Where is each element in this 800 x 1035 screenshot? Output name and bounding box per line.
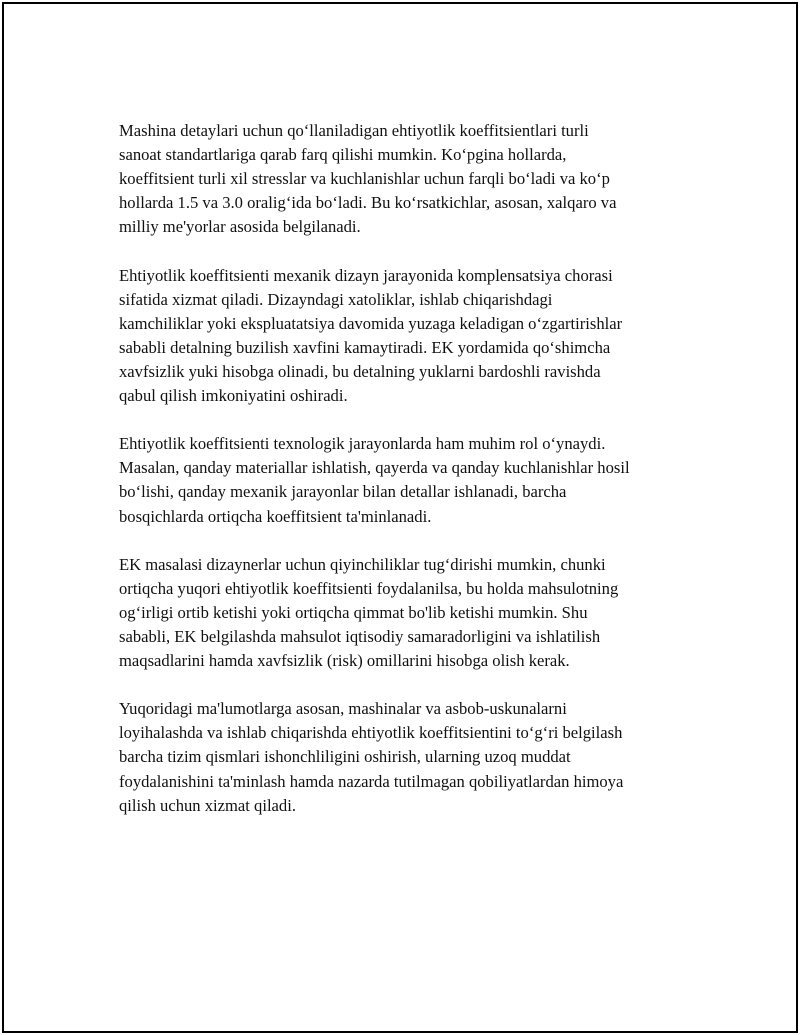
text-line: sababli detalning buzilish xavfini kamaytiradi. EK yordamida qoʻshimcha bbox=[119, 337, 611, 357]
text-line: bosqichlarda ortiqcha koeffitsient ta'minlanadi. bbox=[119, 506, 432, 526]
text-line: milliy me'yorlar asosida belgilanadi. bbox=[119, 217, 361, 237]
text-line: ortiqcha yuqori ehtiyotlik koeffitsienti foydalanilsa, bu holda mahsulotning bbox=[119, 578, 619, 598]
text-line: sanoat standartlariga qarab farq qilishi mumkin. Koʻpgina hollarda, bbox=[119, 145, 567, 165]
text-line: koeffitsient turli xil stresslar va kuchlanishlar uchun farqli boʻladi va koʻp bbox=[119, 169, 610, 189]
text-line: Ehtiyotlik koeffitsienti texnologik jarayonlarda ham muhim rol oʻynaydi. bbox=[119, 434, 606, 454]
text-line: Mashina detaylari uchun qoʻllaniladigan ehtiyotlik koeffitsientlari turli bbox=[119, 121, 589, 140]
document-body bbox=[119, 119, 699, 842]
text-line: hollarda 1.5 va 3.0 oraligʻida boʻladi. Bu koʻrsatkichlar, asosan, xalqaro va bbox=[119, 193, 617, 213]
text-line: loyihalashda va ishlab chiqarishda ehtiyotlik koeffitsientini toʻgʻri belgilash bbox=[119, 723, 623, 743]
text-line: ogʻirligi ortib ketishi yoki ortiqcha qimmat bo'lib ketishi mumkin. Shu bbox=[119, 602, 588, 622]
text-line: foydalanishini ta'minlash hamda nazarda tutilmagan qobiliyatlardan himoya bbox=[119, 771, 624, 791]
paragraph-2 bbox=[119, 264, 699, 409]
page-frame bbox=[2, 2, 798, 1033]
text-line: qabul qilish imkoniyatini oshiradi. bbox=[119, 386, 348, 406]
paragraph-4 bbox=[119, 553, 699, 673]
text-line: boʻlishi, qanday mexanik jarayonlar bilan detallar ishlanadi, barcha bbox=[119, 482, 567, 502]
text-line: Ehtiyotlik koeffitsienti mexanik dizayn jarayonida komplensatsiya chorasi bbox=[119, 265, 613, 285]
paragraph-5 bbox=[119, 697, 699, 817]
paragraph-3 bbox=[119, 432, 699, 528]
text-line: barcha tizim qismlari ishonchliligini oshirish, ularning uzoq muddat bbox=[119, 747, 571, 767]
text-line: Masalan, qanday materiallar ishlatish, qayerda va qanday kuchlanishlar hosil bbox=[119, 458, 630, 478]
text-line: maqsadlarini hamda xavfsizlik (risk) omillarini hisobga olish kerak. bbox=[119, 651, 570, 671]
text-line: Yuqoridagi ma'lumotlarga asosan, mashinalar va asbob-uskunalarni bbox=[119, 699, 567, 719]
text-line: qilish uchun xizmat qiladi. bbox=[119, 795, 296, 815]
text-line: xavfsizlik yuki hisobga olinadi, bu detalning yuklarni bardoshli ravishda bbox=[119, 361, 601, 381]
text-line: sababli, EK belgilashda mahsulot iqtisodiy samaradorligini va ishlatilish bbox=[119, 626, 601, 646]
text-line: EK masalasi dizaynerlar uchun qiyinchiliklar tugʻdirishi mumkin, chunki bbox=[119, 554, 606, 574]
text-line: kamchiliklar yoki ekspluatatsiya davomida yuzaga keladigan oʻzgartirishlar bbox=[119, 313, 623, 333]
paragraph-1 bbox=[119, 119, 699, 239]
text-line: sifatida xizmat qiladi. Dizayndagi xatoliklar, ishlab chiqarishdagi bbox=[119, 289, 553, 309]
